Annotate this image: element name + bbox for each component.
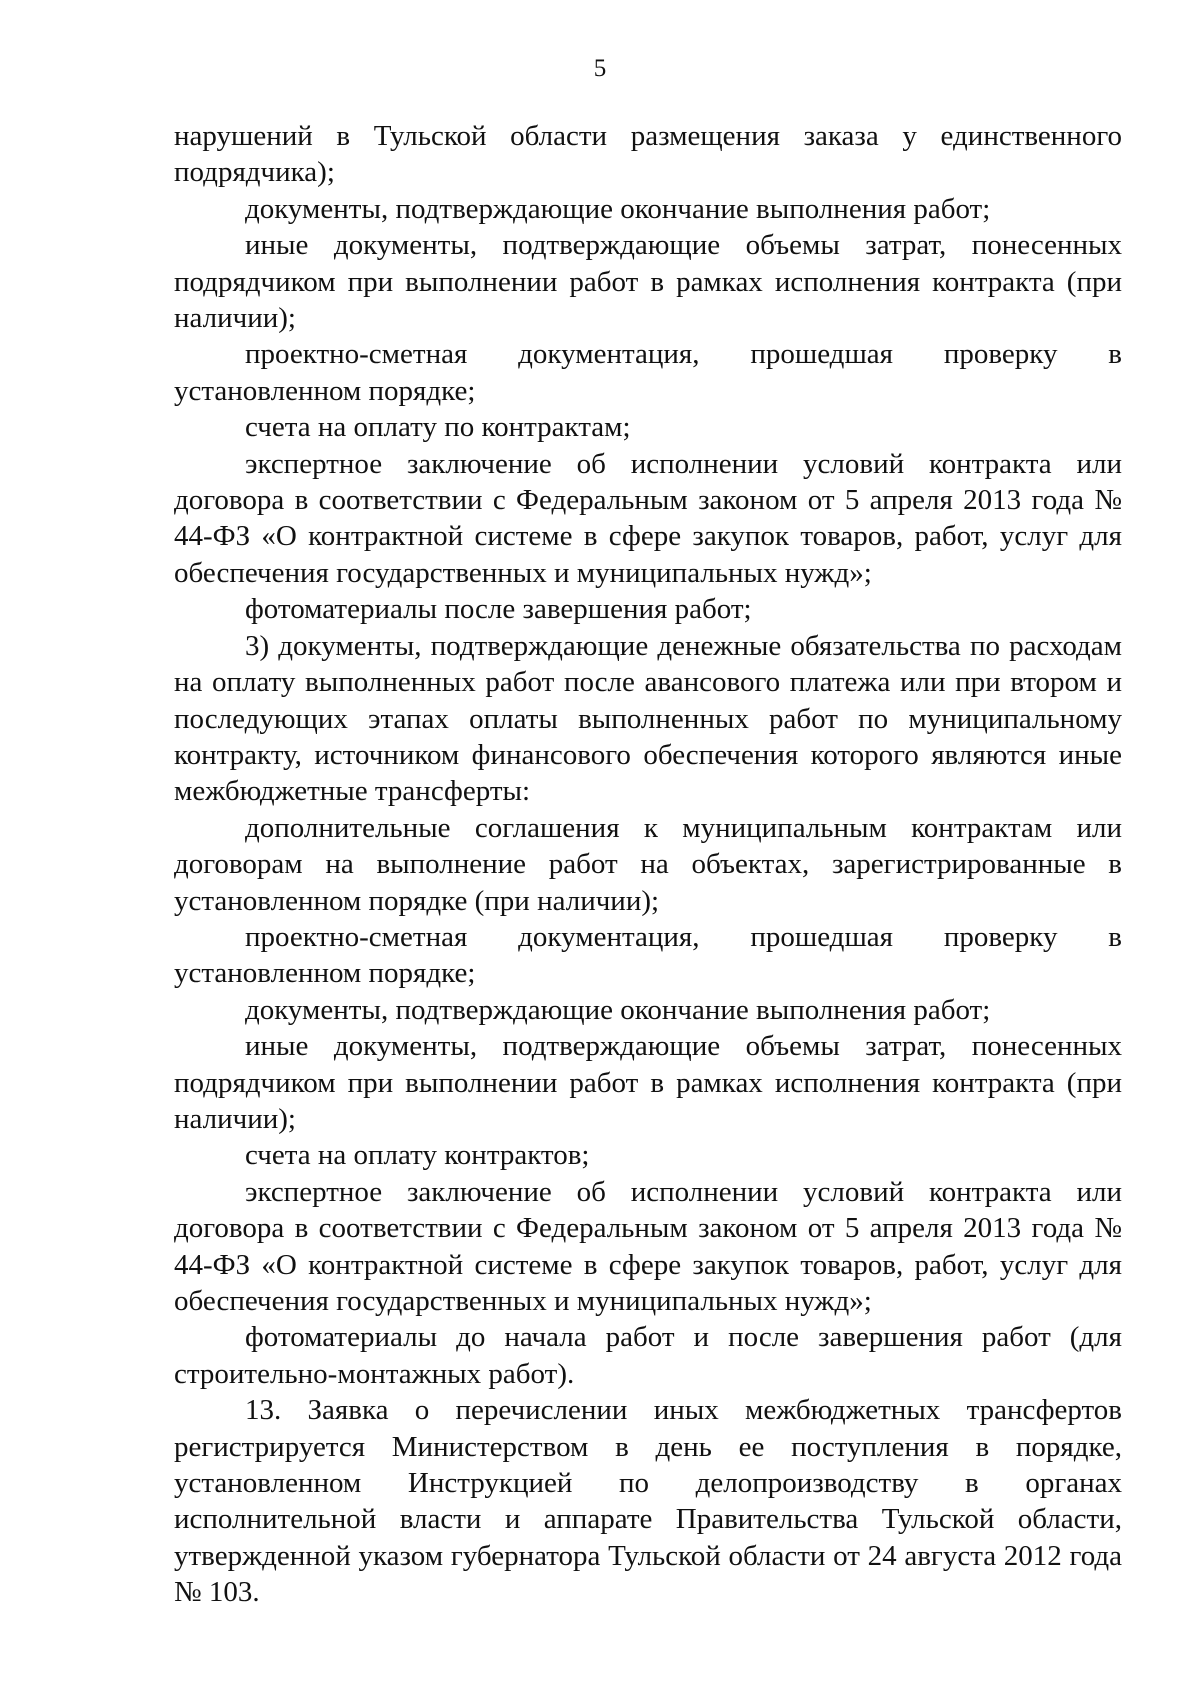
paragraph: документы, подтверждающие окончание выполнения работ; xyxy=(245,192,991,225)
paragraph: экспертное заключение об исполнении условий контракта или договора в соответствии с Федеральным законом от 5 апреля 2013 года № 44-ФЗ «О контрактной системе в сфере закупок товаров, работ, услуг для обеспечения государственных и муниципальных нужд»; xyxy=(174,1175,1122,1317)
paragraph: счета на оплату контрактов; xyxy=(245,1139,590,1172)
paragraph: иные документы, подтверждающие объемы затрат, понесенных подрядчиком при выполнении работ в рамках исполнения контракта (при наличии); xyxy=(174,1030,1122,1135)
page-number: 5 xyxy=(593,55,607,82)
paragraph: иные документы, подтверждающие объемы затрат, понесенных подрядчиком при выполнении работ в рамках исполнения контракта (при наличии); xyxy=(174,229,1122,335)
paragraph: проектно-сметная документация, прошедшая проверку в установленном порядке; xyxy=(174,338,1122,407)
paragraph: дополнительные соглашения к муниципальным контрактам или договорам на выполнение работ на объектах, зарегистрированные в установленном порядке (при наличии); xyxy=(174,811,1122,917)
paragraph: экспертное заключение об исполнении условий контракта или договора в соответствии с Федеральным законом от 5 апреля 2013 года № 44-ФЗ «О контрактной системе в сфере закупок товаров, работ, услуг для обеспечения государственных и муниципальных нужд»; xyxy=(174,447,1122,589)
paragraph: 3) документы, подтверждающие денежные обязательства по расходам на оплату выполненных работ после авансового платежа или при втором и последующих этапах оплаты выполненных работ по муниципальному контракту, источником финансового обеспечения которого являются иные межбюджетные трансферты: xyxy=(174,629,1122,808)
document-body xyxy=(174,118,1122,1611)
paragraph: фотоматериалы после завершения работ; xyxy=(245,593,752,626)
paragraph-continuation: нарушений в Тульской области размещения заказа у единственного подрядчика); xyxy=(174,120,1122,189)
paragraph: счета на оплату по контрактам; xyxy=(245,411,631,444)
paragraph: 13. Заявка о перечислении иных межбюджетных трансфертов регистрируется Министерством в день ее поступления в порядке, установленном Инструкцией по делопроизводству в органах исполнительной власти и аппарате Правительства Тульской области, утвержденной указом губернатора Тульской области от 24 августа 2012 года № 103. xyxy=(174,1394,1122,1609)
paragraph: документы, подтверждающие окончание выполнения работ; xyxy=(245,993,991,1026)
paragraph: проектно-сметная документация, прошедшая проверку в установленном порядке; xyxy=(174,920,1122,990)
paragraph: фотоматериалы до начала работ и после завершения работ (для строительно-монтажных работ). xyxy=(174,1321,1122,1390)
